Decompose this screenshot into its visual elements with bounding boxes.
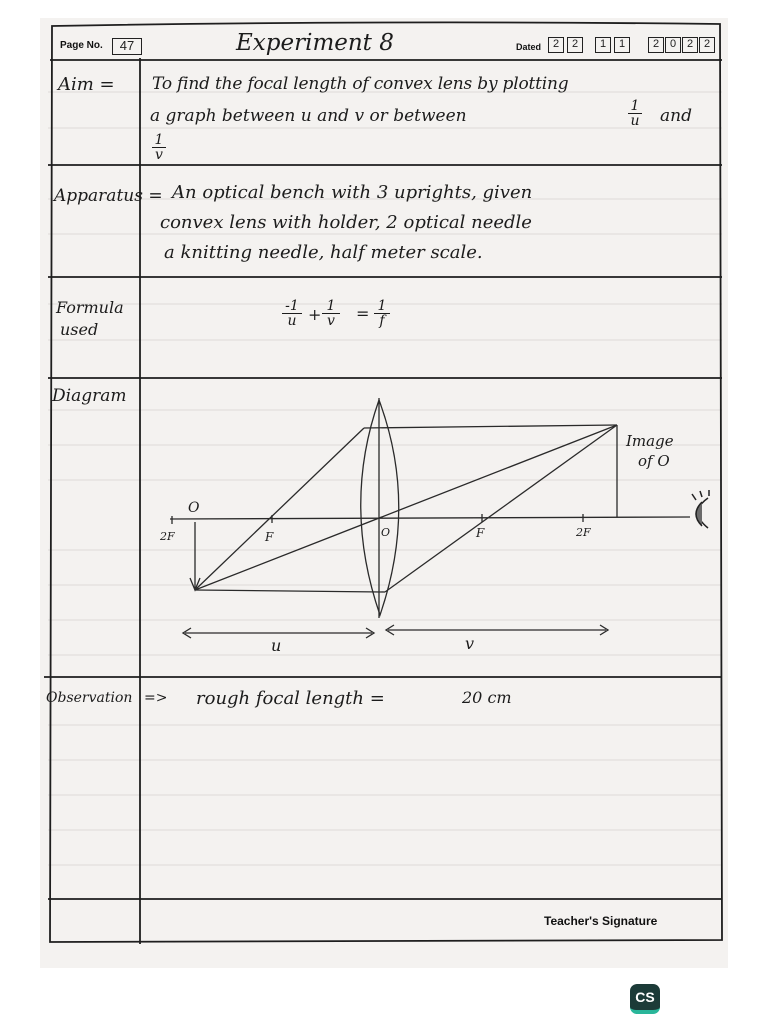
apparatus-line-2: convex lens with holder, 2 optical needle: [160, 212, 532, 233]
diagram-label: Diagram: [52, 386, 127, 406]
date-box-5: 2: [648, 37, 664, 53]
aim-frac2-num: 1: [154, 132, 164, 148]
formula-t3-den: f: [379, 313, 385, 329]
date-box-3: 1: [595, 37, 611, 53]
u-label: u: [271, 636, 282, 655]
aim-line-2: a graph between u and v or between: [150, 106, 467, 126]
formula-plus: +: [308, 305, 322, 324]
aim-line-2-end: and: [660, 106, 692, 126]
formula-t2-num: 1: [326, 298, 336, 314]
point-2f-right: 2F: [576, 526, 591, 539]
date-box-4: 1: [614, 37, 630, 53]
object-label: O: [188, 500, 200, 516]
observation-arrow: =>: [144, 690, 168, 706]
formula-t2-den: v: [327, 313, 335, 329]
apparatus-line-3: a knitting needle, half meter scale.: [164, 242, 483, 263]
formula-label-2: used: [60, 320, 99, 339]
convex-lens: [361, 400, 399, 615]
aim-line-1: To find the focal length of convex lens by plotting: [152, 74, 569, 94]
aim-fraction-v: [152, 134, 166, 161]
date-box-1: 2: [548, 37, 564, 53]
teacher-signature-label: Teacher's Signature: [544, 914, 658, 928]
aim-frac-num: 1: [630, 98, 640, 114]
aim-frac-den: u: [630, 113, 640, 129]
aim-fraction-u: [628, 100, 642, 127]
formula-eq: =: [356, 304, 370, 323]
parallel-ray: [364, 425, 617, 428]
date-box-8: 2: [699, 37, 715, 53]
formula-term-2: [322, 300, 340, 327]
formula-t3-num: 1: [377, 298, 387, 314]
formula-term-1: [282, 300, 302, 327]
image-label-1: Image: [626, 432, 674, 450]
observation-text: rough focal length =: [196, 688, 385, 709]
ray-diagram: [170, 398, 690, 638]
point-f-right: F: [476, 526, 485, 540]
formula-term-3: [374, 300, 390, 327]
v-label: v: [465, 634, 475, 653]
dated-label: Dated: [516, 42, 542, 52]
aim-label: Aim =: [58, 74, 115, 95]
page-title: Experiment 8: [236, 30, 394, 56]
point-o: O: [381, 526, 391, 539]
aim-frac2-den: v: [155, 147, 163, 163]
ray-to-lens-bottom: [195, 590, 385, 592]
point-f-left: F: [265, 530, 274, 544]
eye-icon: [692, 490, 709, 528]
formula-t1-den: u: [287, 313, 297, 329]
page-no-label: Page No.: [60, 40, 103, 51]
date-box-2: 2: [567, 37, 583, 53]
principal-axis: [170, 517, 690, 519]
observation-label: Observation: [46, 690, 133, 706]
formula-label-1: Formula: [56, 298, 124, 317]
page-no-value: 47: [112, 38, 142, 55]
central-ray: [195, 425, 617, 590]
ray-to-lens-top: [195, 428, 364, 590]
formula-t1-num: -1: [285, 298, 299, 314]
date-box-6: 0: [665, 37, 681, 53]
apparatus-label: Apparatus =: [54, 186, 163, 206]
refracted-ray: [385, 425, 617, 592]
point-2f-left: 2F: [160, 530, 175, 543]
camscanner-logo: CS: [630, 984, 660, 1014]
image-label-2: of O: [638, 452, 670, 470]
date-box-7: 2: [682, 37, 698, 53]
apparatus-line-1: An optical bench with 3 uprights, given: [172, 182, 533, 203]
observation-value: 20 cm: [462, 688, 512, 707]
